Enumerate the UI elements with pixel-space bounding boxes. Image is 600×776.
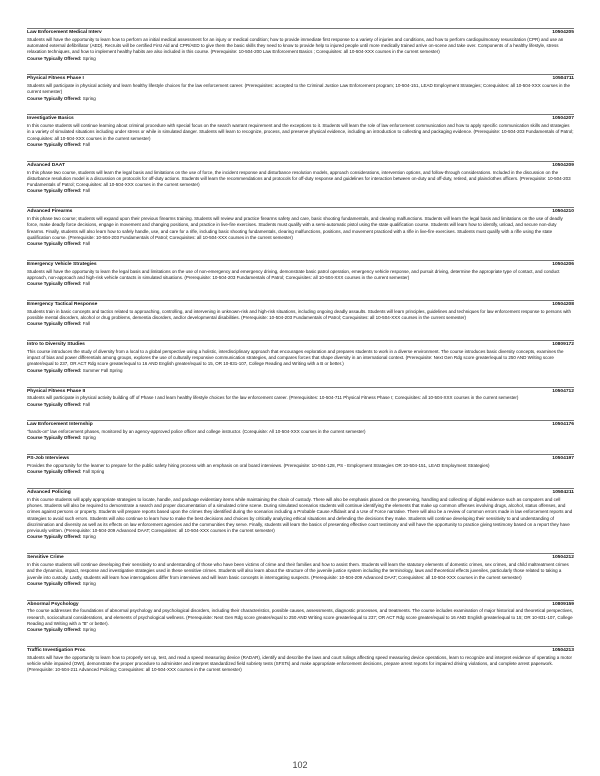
offered-value: Spring [82, 55, 96, 61]
course-header [27, 30, 574, 36]
course-entry [27, 488, 574, 541]
offered-label: Course Typically Offered: [27, 281, 82, 287]
course-description: "hands-on" law enforcement phases, monitored by an agency-approved police officer and college instructor. (Corequisite: All 10-504-XXX courses in the current semester) [27, 429, 366, 435]
course-list [27, 28, 574, 674]
course-description: In this course students will continue learning about criminal procedure with special focus on the search warrant requirement and the exceptions to it. Students will learn the role of law enforcement communication and how to apply specific communication skills and strategies in a variety of simulated situations including under stress or while in simulated danger. Students will learn to recognize, process, and preserve physical evidence, including an introduction to collecting and packaging evidence. (Prerequisite: 10-504-203 Fundamentals of Patrol; Corequisites: all 10-504-XXX courses in the current semester) [27, 123, 574, 141]
offered-value: Spring [82, 627, 96, 633]
offered-label: Course Typically Offered: [27, 321, 82, 327]
course-entry [27, 74, 574, 102]
course-header [27, 456, 574, 462]
offered-label: Course Typically Offered: [27, 367, 82, 373]
course-number: 10504206 [552, 261, 574, 267]
course-header [27, 116, 574, 122]
course-number: 10504210 [552, 209, 574, 215]
course-entry [27, 340, 574, 374]
course-title: Advanced Policing [27, 489, 71, 495]
offered-value: Spring [82, 580, 96, 586]
course-title: Intro to Diversity Studies [27, 342, 85, 348]
course-number: 10504712 [552, 388, 574, 394]
course-title: Abnormal Psychology [27, 601, 79, 607]
course-entry [27, 387, 574, 408]
course-number: 10504207 [552, 116, 574, 122]
course-description: In this course students will apply appropriate strategies to locate, handle, and package evidentiary items while maintaining the chain of custody. There will also be emphasis placed on the preserving, handling and collecting of digital evidence such as computers and cell phones. Students will also be required to demonstrate a search and proper documentation of a simulated crime scene. During simulated scenarios students will continue identifying the elements that make up common offenses involving drugs, alcohol, status offenses, and crimes against persons or property. Students will prepare reports based upon the crimes they identified during the scenarios including a Probable Cause Affidavit and a Use of Force narrative. There will also be a review of common errors made in law enforcement reports and strategies to avoid such errors. Students will also continue to learn how to make the best decisions and choices by critically analyzing ethical situations and defending the decisions they make. Students will continue developing their sensitivity to and understanding of discrimination and diversity as well as its effects on law enforcement agencies and the communities they serve. Finally, students will learn the basics of presenting effective court testimony and will have the opportunity to practice giving testimony based on a report they have previously written. (Prerequisite: 10-504-209 Advanced DAAT; Corequisites: all 10-504-XXX courses in the current semester) [27, 496, 573, 534]
course-offered [27, 581, 574, 587]
offered-label: Course Typically Offered: [27, 435, 82, 441]
course-description: This course introduces the study of diversity from a local to a global perspective using a holistic, interdisciplinary approach that encourages exploration and prepares students to work in a diverse environment. The course introduces basic diversity concepts, examines the impact of bias and power differentials among groups, explores the use of culturally responsive communication strategies, and compares forces that shape diversity in an international context. (Prerequisite: Next Gen Rdg score greater/equal to 250 AND Writing score greater/equal to 237, OR ACT Rdg score greater/equal to 16 AND English greater/equal to 15, OR 10-831-107, College Reading and Writing with a B or better.) [27, 348, 564, 367]
offered-value: Fall [82, 142, 90, 148]
course-description: Students will participate in physical activity building off of Phase I and learn healthy lifestyle choices for the law enforcement career. (Prerequisites: 10-504-711 Physical Fitness Phase I; Corequisites: all 10-504-XXX courses in the current semester) [27, 395, 519, 401]
course-entry [27, 114, 574, 148]
course-entry [27, 28, 574, 62]
course-title: PS-Job Interviews [27, 456, 70, 462]
course-offered [27, 368, 574, 374]
course-offered [27, 435, 574, 441]
offered-value: Spring [82, 534, 96, 540]
course-offered [27, 96, 574, 102]
course-entry [27, 646, 574, 674]
course-number: 10809159 [552, 601, 574, 607]
offered-value: Spring [82, 435, 96, 441]
course-offered [27, 142, 574, 148]
course-number: 10504176 [552, 422, 574, 428]
offered-label: Course Typically Offered: [27, 188, 82, 194]
offered-label: Course Typically Offered: [27, 469, 82, 475]
course-offered [27, 321, 574, 327]
course-description: Students will have the opportunity to learn how to properly set up, test, and read a speed measuring device (RADAR), identify and describe the laws and court rulings affecting speed measuring device operations, learn to recognize and interpret evidence of operating a motor vehicle while impaired (OWI), demonstrate the proper procedure to administer and interpret standardized field sobriety tests (SFSTs) and make appropriate enforcement decisions, prepare arrest reports for impaired driving violations, and complete arrest paperwork. (Prerequisite: 10-504-211 Advanced Policing; Corequisites: all 10-504-XXX courses in the current semester) [27, 654, 572, 673]
course-header [27, 490, 574, 496]
course-header [27, 163, 574, 169]
course-number: 10504197 [552, 456, 574, 462]
offered-value: Fall [82, 401, 90, 407]
course-number: 10809172 [552, 342, 574, 348]
offered-label: Course Typically Offered: [27, 627, 82, 633]
course-description: Students will have the opportunity to learn the legal basis and limitations on the use of non-emergency and emergency driving, demonstrate basic patrol operation, emergency vehicle response, and pursuit driving, determine the appropriate type of contact, and conduct approach, non-approach and high-risk vehicle contacts in simulated situations. (Prerequisite: 10-504-203 Fundamentals of Patrol; Corequisites: all 10-504-XXX courses in the current semester) [27, 268, 560, 280]
course-number: 10504212 [552, 555, 574, 561]
course-offered [27, 188, 574, 194]
course-description: Students train in basic concepts and tactics related to approaching, controlling, and intervening in unknown-risk and high-risk situations, including ongoing deadly assaults. Students will learn principles, guidelines and techniques for law enforcement response to persons with possible mental disorders, alcohol or drug problems, dementia disorders, and/or developmental disabilities. (Prerequisite: 10-504-203 Fundamentals of Patrol; Corequisites: all 10-504-XXX courses in the current semester) [27, 308, 572, 321]
course-title: Advanced DAAT [27, 162, 65, 168]
course-number: 10504711 [552, 76, 574, 82]
course-header [27, 555, 574, 561]
offered-label: Course Typically Offered: [27, 241, 82, 247]
course-header [27, 422, 574, 428]
course-title: Sensitive Crime [27, 555, 64, 561]
course-title: Physical Fitness Phase I [27, 76, 84, 82]
course-entry [27, 300, 574, 328]
course-entry [27, 600, 574, 634]
course-number: 10504211 [552, 489, 574, 495]
course-number: 10504209 [552, 162, 574, 168]
offered-value: Fall [82, 241, 90, 247]
course-header [27, 262, 574, 268]
offered-label: Course Typically Offered: [27, 55, 82, 61]
course-title: Law Enforcement Medical Interv [27, 30, 102, 35]
offered-value: Fall [82, 321, 90, 327]
course-offered [27, 627, 574, 633]
offered-label: Course Typically Offered: [27, 580, 82, 586]
course-description: Provides the opportunity for the learner to prepare for the public safety hiring process with an emphasis on oral board interviews. (Prerequisite: 10-504-128, PS - Employment Strategies OR 10-504-151, LEAD Employment Strategies) [27, 462, 490, 468]
course-title: Investigative Basics [27, 116, 74, 122]
offered-label: Course Typically Offered: [27, 534, 82, 540]
course-description: The course addresses the foundations of abnormal psychology and psychological disorders, including their characteristics, possible causes, assessments, diagnostic processes, and treatments. The course includes examination of major historical and theoretical perspectives, research, sociocultural considerations, and elements of psychological wellness. (Prerequisite: Next Gen Rdg score greater/equal to 250 AND Writing score greater/equal to 237; OR ACT Rdg score greater/equal to 16 AND English greater/equal to 15; OR 10-831-107, College Reading and Writing with a "B" or better). [27, 608, 573, 626]
course-title: Traffic Investigation Proc [27, 647, 86, 653]
offered-label: Course Typically Offered: [27, 142, 82, 148]
offered-value: Summer Fall Spring [82, 367, 123, 373]
course-offered [27, 241, 574, 247]
course-title: Physical Fitness Phase II [27, 388, 86, 394]
course-description: Students will participate in physical activity and learn healthy lifestyle choices for the law enforcement career. (Prerequisites: accepted to the Criminal Justice Law Enforcement program; 10-504-151, LEAD Employment Strategies; Corequisites: all 10-504-XXX courses in the current semester) [27, 83, 571, 95]
course-header [27, 302, 574, 308]
course-number: 10504205 [552, 30, 574, 35]
course-header [27, 648, 574, 654]
course-title: Advanced Firearms [27, 209, 73, 215]
page-number: 102 [292, 760, 308, 770]
offered-label: Course Typically Offered: [27, 95, 82, 101]
course-entry [27, 420, 574, 441]
offered-value: Fall Spring [82, 469, 105, 475]
course-description: In this phase two course; students will expand upon their previous firearms training. Students will review and practice firearms safety and care, basic shooting fundamentals, and clearing malfunctions. Students will learn the legal basis and limitations on the use of deadly force, make deadly force decisions, engage in movement and changing positions, and practice in live-fire exercises. Students must qualify with a semi-automatic pistol using the state qualification course. Students will learn how to identify, unload, and secure non-duty firearms. Finally, students will also learn how to safely handle, use, and care for a rifle, including basic shooting fundamentals, clearing malfunctions, positions, and movement practiced with a rifle in live-fire exercises. Students must qualify with a rifle using the state qualification course. (Prerequisite: 10-504-203 Fundamentals of Patrol; Corequisites: all 10-504-XXX courses in the current semester) [27, 215, 563, 240]
course-header [27, 602, 574, 608]
course-entry [27, 260, 574, 288]
course-number: 10504208 [552, 302, 574, 308]
course-title: Emergency Vehicle Strategies [27, 261, 97, 267]
course-entry [27, 553, 574, 587]
offered-value: Spring [82, 95, 96, 101]
course-title: Emergency Tactical Response [27, 302, 98, 308]
course-header [27, 342, 574, 348]
offered-value: Fall [82, 281, 90, 287]
course-header [27, 209, 574, 215]
offered-value: Fall [82, 188, 90, 194]
course-number: 10504213 [552, 647, 574, 653]
course-offered [27, 534, 574, 540]
course-offered [27, 469, 574, 475]
course-description: In this phase two course, students will learn the legal basis and limitations on the use of force, the incident response and disturbance resolution models, approach considerations, intervention options, and follow-through considerations. Included in the discussion on the disturbance resolution model is a discussion on protocols for off-duty actions. Students will learn the recommendations and protocols for off-duty response and guidelines for interaction between on-duty and off-duty, retired, and plainclothes officers. (Prerequisite: 10-504-203 Fundamentals of Patrol; Corequisites: all 10-504-XXX courses in the current semester) [27, 169, 571, 188]
course-offered [27, 402, 574, 408]
course-offered [27, 281, 574, 287]
course-entry [27, 207, 574, 247]
course-entry [27, 454, 574, 475]
course-offered [27, 56, 574, 62]
course-title: Law Enforcement Internship [27, 422, 93, 428]
course-description: Students will have the opportunity to learn how to perform an initial medical assessment for an injury or medical condition; how to provide immediate first response to a variety of injuries and conditions, and how to perform cardiopulmonary resuscitation (CPR) and use an automated external defibrillator (AED). Recruits will be certified First Aid and CPR/AED to give them the basic skills they need to know to provide help to injured people until more medically trained arrive on-scene and take over. Components of a healthy lifestyle, stress relaxation techniques, and how to implement healthy habits are also included in this course. (Prerequisite: 10-504-200 Law Enforcement Basics ; Corequisites: all 10-504-XXX courses in the current semester) [27, 36, 564, 55]
offered-label: Course Typically Offered: [27, 401, 82, 407]
course-header [27, 389, 574, 395]
course-entry [27, 161, 574, 195]
course-description: In this course students will continue developing their sensitivity to and understanding of those who have been victims of crime and their families and how to assist them. Students will learn the statutory elements of domestic crimes, sex crimes, and child maltreatment crimes and the dynamics, impact, response and investigative strategies used in these sensitive crimes. Students will also learn about the structure of the juvenile justice system including the terminology, laws and theoretical effects juveniles, particularly those related to taking a juvenile into custody. Lastly, students will learn how interrogations differ from interviews and will learn basic concepts in interrogating suspects. (Prerequisite: 10-504-209 Advanced DAAT; Corequisites: all 10-504-XXX courses in the current semester) [27, 561, 569, 580]
course-header [27, 76, 574, 82]
